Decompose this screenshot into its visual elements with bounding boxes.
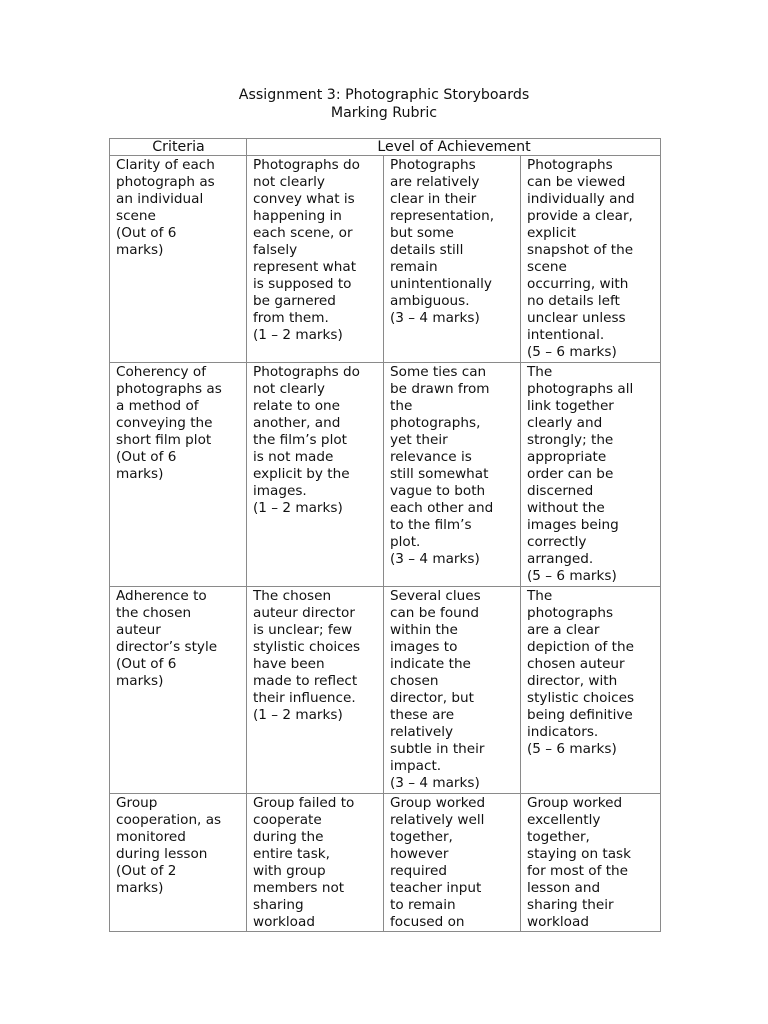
achievement-high-text: Group worked excellently together, staying on task for most of the lesson and sharing their workload: [527, 795, 631, 930]
marking-rubric-table: [109, 138, 661, 932]
criteria-cell: [110, 794, 247, 932]
achievement-low-cell: [247, 363, 384, 587]
achievement-low-cell: [247, 587, 384, 794]
criteria-cell: [110, 363, 247, 587]
achievement-mid-cell: [384, 794, 521, 932]
header-criteria: Criteria: [110, 139, 247, 156]
achievement-low-text: Group failed to cooperate during the entire task, with group members not sharing workload: [253, 795, 355, 930]
table-row: [110, 156, 661, 363]
document-subtitle: Marking Rubric: [330, 105, 438, 121]
criteria-cell: [110, 587, 247, 794]
achievement-mid-cell: [384, 587, 521, 794]
achievement-mid-cell: [384, 363, 521, 587]
table-header-row: [110, 139, 661, 156]
achievement-high-text: The photographs all link together clearly and strongly; the appropriate order can be discerned without the images being correctly arranged. (5 – 6 marks): [527, 364, 634, 584]
criteria-text: Adherence to the chosen auteur director’s style (Out of 6 marks): [116, 588, 218, 689]
criteria-text: Clarity of each photograph as an individual scene (Out of 6 marks): [116, 157, 215, 258]
table-row: [110, 363, 661, 587]
achievement-mid-text: Photographs are relatively clear in their representation, but some details still remain unintentionally ambiguous. (3 – 4 marks): [390, 157, 495, 326]
achievement-low-text: The chosen auteur director is unclear; few stylistic choices have been made to reflect their influence. (1 – 2 marks): [253, 588, 361, 723]
achievement-mid-text: Group worked relatively well together, however required teacher input to remain focused on: [390, 795, 486, 930]
criteria-text: Coherency of photographs as a method of conveying the short film plot (Out of 6 marks): [116, 364, 222, 482]
achievement-low-text: Photographs do not clearly convey what is happening in each scene, or falsely represent what is supposed to be garnered from them. (1 – 2 marks): [253, 157, 360, 343]
table-row: [110, 794, 661, 932]
achievement-mid-cell: [384, 156, 521, 363]
achievement-low-cell: [247, 794, 384, 932]
achievement-low-cell: [247, 156, 384, 363]
criteria-cell: [110, 156, 247, 363]
achievement-high-cell: [521, 156, 661, 363]
achievement-mid-text: Several clues can be found within the images to indicate the chosen director, but these are relatively subtle in their impact. (3 – 4 marks): [390, 588, 485, 791]
table-row: [110, 587, 661, 794]
header-level-of-achievement: Level of Achievement: [247, 139, 661, 156]
achievement-high-text: Photographs can be viewed individually and provide a clear, explicit snapshot of the scene occurring, with no details left unclear unless intentional. (5 – 6 marks): [527, 157, 635, 360]
document-title: Assignment 3: Photographic Storyboards: [238, 87, 530, 103]
achievement-mid-text: Some ties can be drawn from the photographs, yet their relevance is still somewhat vague to both each other and to the film’s plot. (3 – 4 marks): [390, 364, 494, 567]
achievement-low-text: Photographs do not clearly relate to one another, and the film’s plot is not made explicit by the images. (1 – 2 marks): [253, 364, 360, 516]
achievement-high-cell: [521, 587, 661, 794]
achievement-high-cell: [521, 794, 661, 932]
achievement-high-text: The photographs are a clear depiction of the chosen auteur director, with stylistic choices being definitive indicators. (5 – 6 marks): [527, 588, 635, 757]
achievement-high-cell: [521, 363, 661, 587]
criteria-text: Group cooperation, as monitored during lesson (Out of 2 marks): [116, 795, 222, 896]
document-title-block: [0, 86, 768, 122]
